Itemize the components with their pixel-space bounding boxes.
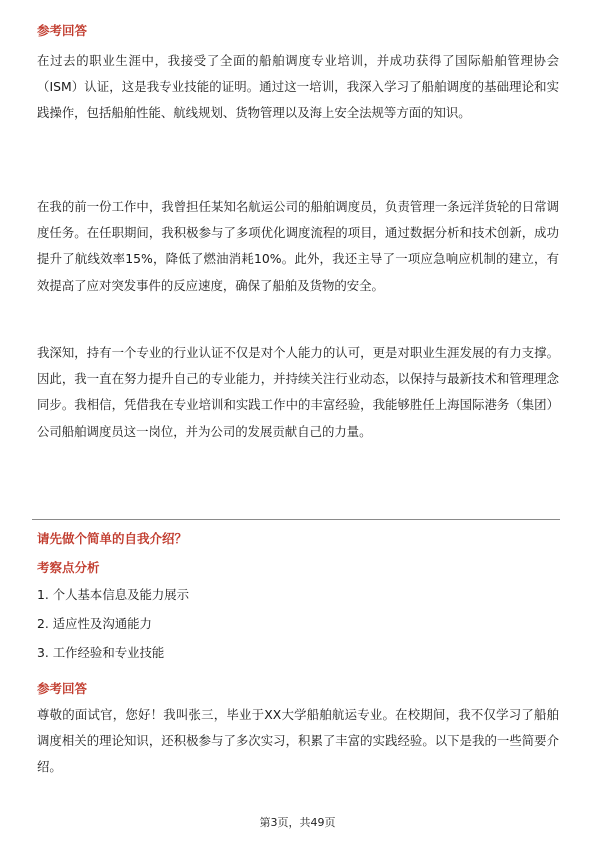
analysis-point-3: 3. 工作经验和专业技能 <box>37 645 165 660</box>
answer-heading-2: 参考回答 <box>37 681 88 696</box>
answer-paragraph-2: 在我的前一份工作中，我曾担任某知名航运公司的船舶调度员，负责管理一条远洋货轮的日常调度任务。在任职期间，我积极参与了多项优化调度流程的项目，通过数据分析和技术创新，成功提升了航线效率15%，降低了燃油消耗10%。此外，我还主导了一项应急响应机制的建立，有效提高了应对突发事件的反应速度，确保了船舶及货物的安全。 <box>37 199 559 293</box>
page-number: 第3页，共49页 <box>259 816 336 829</box>
answer-paragraph-3: 我深知，持有一个专业的行业认证不仅是对个人能力的认可，更是对职业生涯发展的有力支撑。因此，我一直在努力提升自己的专业能力，并持续关注行业动态，以保持与最新技术和管理理念同步。我相信，凭借我在专业培训和实践工作中的丰富经验，我能够胜任上海国际港务（集团）公司船舶调度员这一岗位，并为公司的发展贡献自己的力量。 <box>37 345 559 439</box>
answer-paragraph-intro: 尊敬的面试官，您好！我叫张三，毕业于XX大学船舶航运专业。在校期间，我不仅学习了船舶调度相关的理论知识，还积极参与了多次实习，积累了丰富的实践经验。以下是我的一些简要介绍。 <box>37 707 559 775</box>
analysis-point-1: 1. 个人基本信息及能力展示 <box>37 587 190 602</box>
question-heading: 请先做个简单的自我介绍？ <box>37 531 188 546</box>
section-divider <box>32 519 560 520</box>
answer-heading: 参考回答 <box>37 23 88 38</box>
analysis-heading: 考察点分析 <box>37 560 100 575</box>
analysis-point-2: 2. 适应性及沟通能力 <box>37 616 152 631</box>
answer-paragraph-1: 在过去的职业生涯中，我接受了全面的船舶调度专业培训，并成功获得了国际船舶管理协会（ISM）认证，这是我专业技能的证明。通过这一培训，我深入学习了船舶调度的基础理论和实践操作，包括船舶性能、航线规划、货物管理以及海上安全法规等方面的知识。 <box>37 53 559 121</box>
